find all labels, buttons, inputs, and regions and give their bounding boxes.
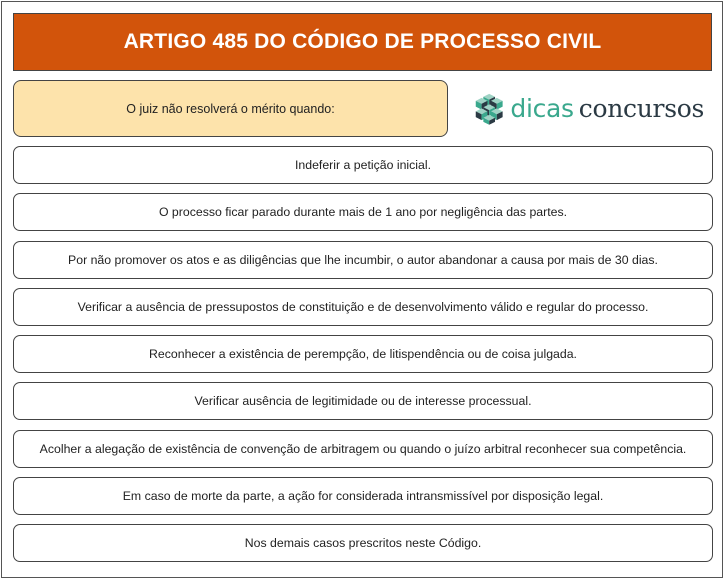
item-text: Nos demais casos prescritos neste Código. xyxy=(244,536,482,551)
intro-text: O juiz não resolverá o mérito quando: xyxy=(126,101,335,116)
list-item xyxy=(13,146,713,184)
list-item xyxy=(13,288,713,326)
intro-box xyxy=(13,80,448,137)
item-text: Em caso de morte da parte, a ação for considerada intransmissível por disposição legal. xyxy=(122,489,604,504)
list-item xyxy=(13,193,713,231)
list-item xyxy=(13,335,713,373)
list-item xyxy=(13,524,713,562)
logo-word-concursos: concursos xyxy=(578,94,704,123)
item-text: Indeferir a petição inicial. xyxy=(294,158,432,172)
item-text: O processo ficar parado durante mais de 1 ano por negligência das partes. xyxy=(158,205,568,220)
items-list xyxy=(13,146,713,572)
logo-wordmark xyxy=(510,96,704,122)
item-text: Verificar ausência de legitimidade ou de interesse processual. xyxy=(194,394,532,409)
item-text: Por não promover os atos e as diligências que lhe incumbir, o autor abandonar a causa por mais de 30 dias. xyxy=(68,252,658,267)
list-item xyxy=(13,477,713,515)
dicas-concursos-logo xyxy=(474,80,704,138)
list-item xyxy=(13,241,713,279)
logo-word-dicas: dicas xyxy=(510,94,574,123)
diagram-title xyxy=(13,13,712,71)
item-text: Verificar a ausência de pressupostos de constituição e de desenvolvimento válido e regular do processo. xyxy=(77,299,649,314)
list-item xyxy=(13,430,713,468)
item-text: Acolher a alegação de existência de convenção de arbitragem ou quando o juízo arbitral reconhecer sua competência. xyxy=(39,441,687,456)
item-text: Reconhecer a existência de perempção, de litispendência ou de coisa julgada. xyxy=(149,347,577,362)
list-item xyxy=(13,382,713,420)
isometric-cubes-icon xyxy=(474,81,504,137)
diagram-title-text: ARTIGO 485 DO CÓDIGO DE PROCESSO CIVIL xyxy=(123,30,602,53)
